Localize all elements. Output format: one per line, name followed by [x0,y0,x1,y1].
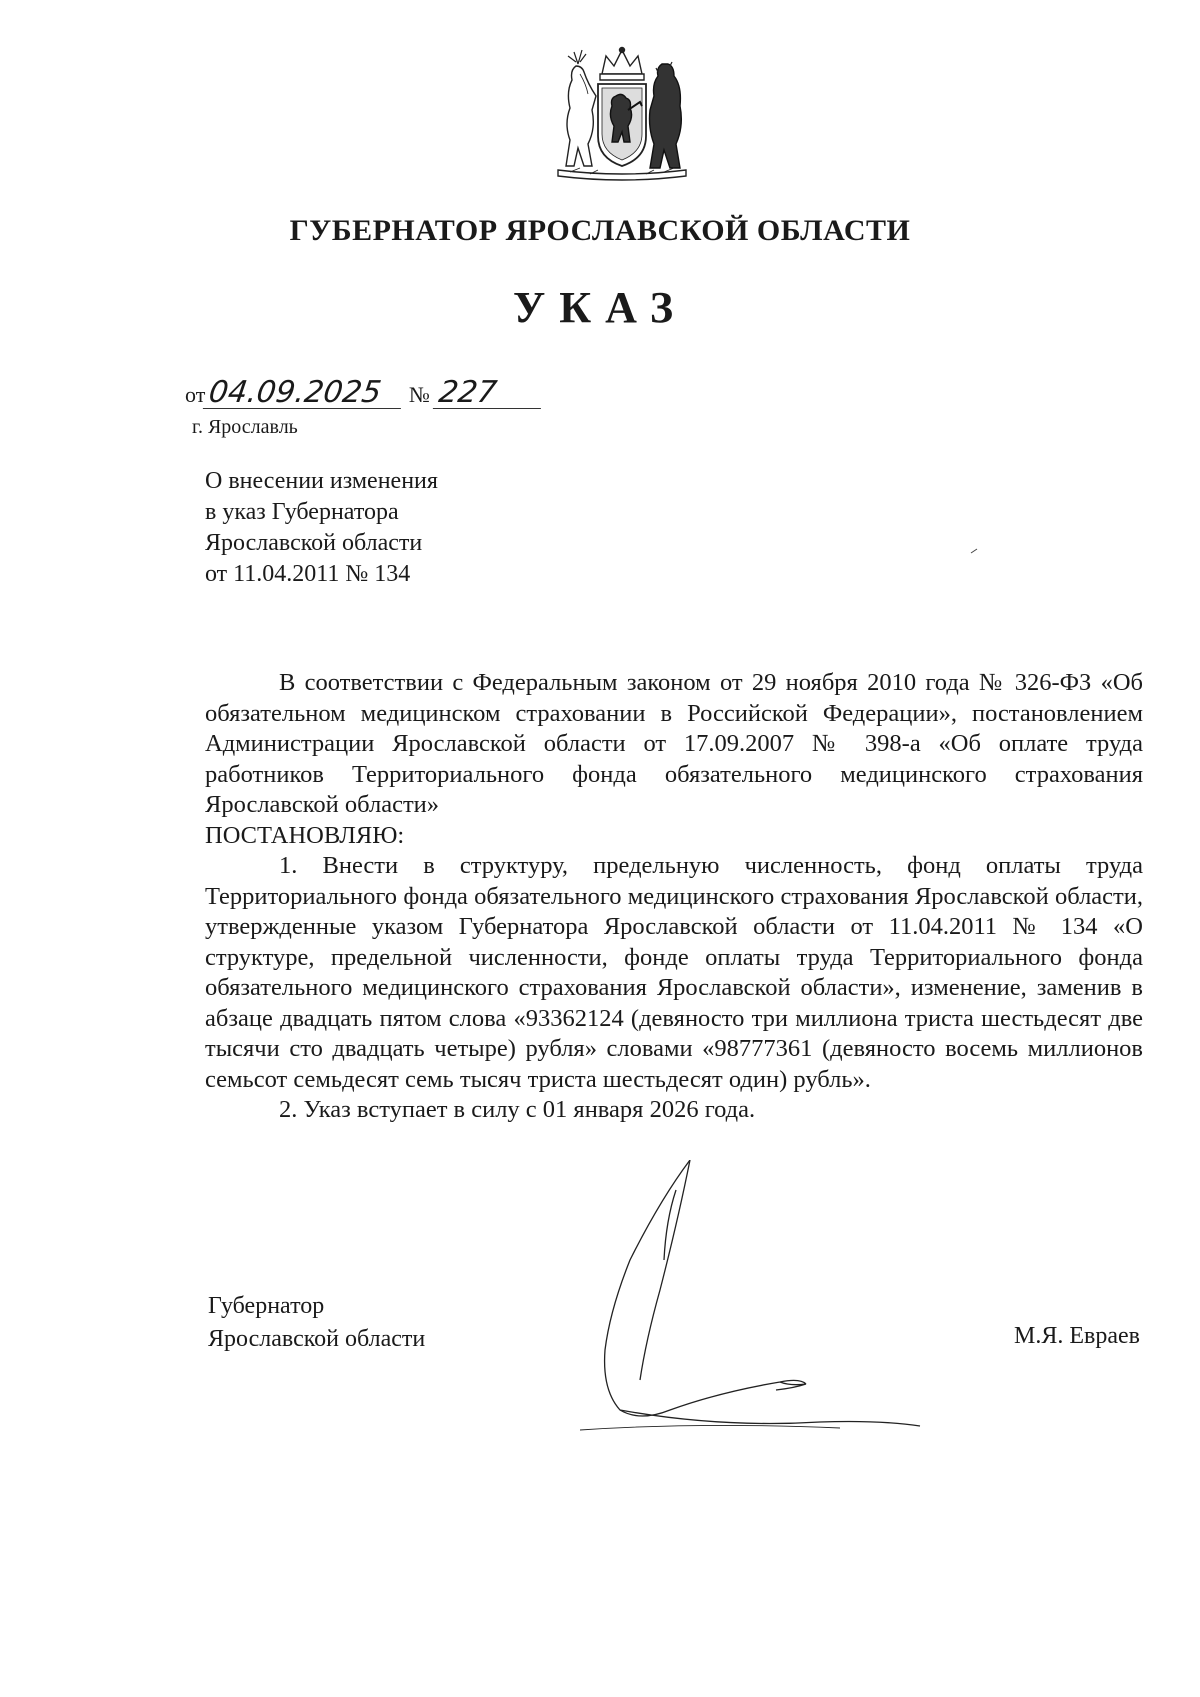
decree-word: ПОСТАНОВЛЯЮ: [205,821,405,849]
item-2-paragraph: 2. Указ вступает в силу с 01 января 2026 года. [279,1096,756,1123]
handwritten-number: 227 [433,378,545,409]
subject-line: О внесении изменения [205,468,438,494]
signer-name: М.Я. Евраев [1014,1323,1140,1349]
issuer-title: ГУБЕРНАТОР ЯРОСЛАВСКОЙ ОБЛАСТИ [289,214,911,247]
city: г. Ярославль [192,416,298,438]
signer-position-line: Ярославской области [208,1326,426,1352]
item-1-paragraph: 1. Внести в структуру, предельную численность, фонд оплаты труда Территориального фонда обязательного медицинского страхования Ярославской области, утвержденные указом Губернатора Ярославской области от 11.04.2011 № 134 «О структуре, предельной численности, фонде оплаты труда Территориального фонда обязательного медицинского страхования Ярославской области», изменение, заменив в абзаце двадцать пятом слова «93362124 (девяносто три миллиона триста шестьдесят две тысячи сто двадцать четыре) рубля» словами «98777361 (девяносто восемь миллионов семьсот семьдесят семь тысяч триста шестьдесят один) рубль». [205,852,1143,1093]
body-text [205,668,1143,1126]
preamble-paragraph: В соответствии с Федеральным законом от 29 ноября 2010 года № 326-ФЗ «Об обязательном медицинском страховании в Российской Федерации», постановлением Администрации Ярославской области от 17.09.2007 № 398-а «Об оплате труда работников Территориального фонда обязательного медицинского страхования Ярославской области» [205,669,1143,818]
subject-line: Ярославской области [205,530,423,556]
handwritten-signature-icon [580,1160,980,1440]
number-label: № [408,382,430,407]
subject-line: от 11.04.2011 № 134 [205,561,411,587]
date-label: от [185,382,206,407]
signer-position-line: Губернатор [208,1293,325,1319]
registration-line [185,375,543,410]
subject-line: в указ Губернатора [205,499,399,525]
signer-position [208,1290,425,1356]
document-type: УКАЗ [512,283,688,332]
stray-pen-mark-icon [970,548,978,554]
subject-block [205,466,438,590]
handwritten-date: 04.09.2025 [203,378,405,409]
coat-of-arms-icon [540,44,704,186]
